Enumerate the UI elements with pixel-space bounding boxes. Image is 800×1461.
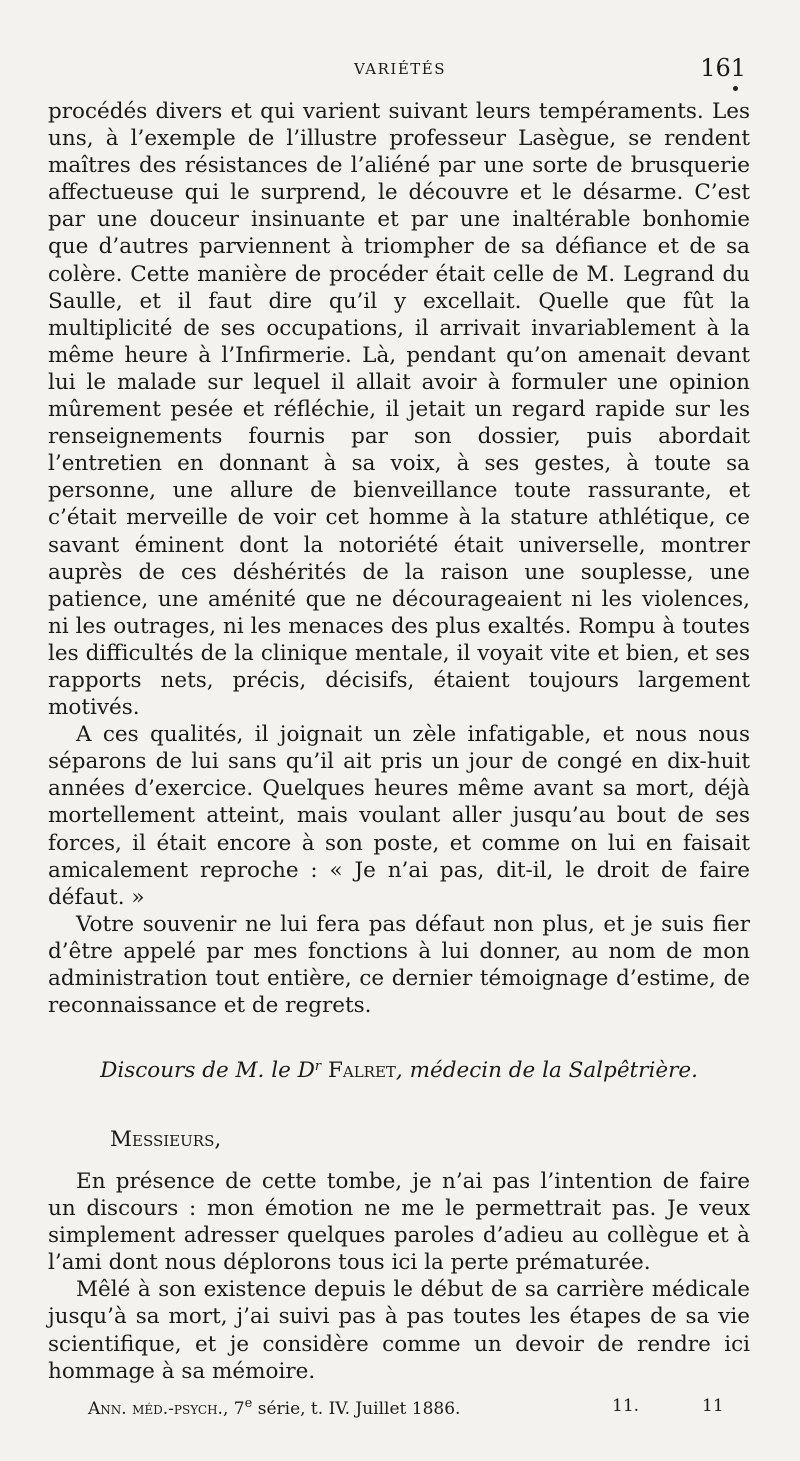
section-heading-prefix: Discours de M. le D xyxy=(100,1058,315,1083)
body-paragraph-1: procédés divers et qui varient suivant leurs tempéraments. Les uns, à l’exemple de l’illustre professeur Lasègue, se rendent maîtres des résistances de l’aliéné par une sorte de brusquerie affectueuse qui le surprend, le découvre et le désarme. C’est par une douceur insinuante et par une inaltérable bonhomie que d’autres parviennent à triompher de sa défiance et de sa colère. Cette manière de procéder était celle de M. Legrand du Saulle, et il faut dire qu’il y excellait. Quelle que fût la multiplicité de ses occupations, il arrivait invariablement à la même heure à l’Infirmerie. Là, pendant qu’on amenait devant lui le malade sur lequel il allait avoir à formuler une opinion mûrement pesée et réfléchie, il jetait un regard rapide sur les renseignements fournis par son dossier, puis abordait l’entretien en donnant à sa voix, à ses gestes, à toute sa personne, une allure de bienveillance toute rassurante, et c’était merveille de voir cet homme à la stature athlétique, ce savant éminent dont la notoriété était universelle, montrer auprès de ces déshérités de la raison une souplesse, une patience, une aménité que ne décourageaient ni les violences, ni les outrages, ni les menaces des plus exaltés. Rompu à toutes les difficultés de la clinique mentale, il voyait vite et bien, et ses rapports nets, précis, décisifs, étaient toujours largement motivés. xyxy=(48,99,750,721)
journal-abbrev: Ann. méd.-psych., xyxy=(88,1399,229,1419)
page-number: 161 xyxy=(700,54,746,82)
section-heading-name: Falret xyxy=(327,1058,396,1083)
page-header xyxy=(48,50,752,84)
speech-paragraph-2: Mêlé à son existence depuis le début de sa carrière médicale jusqu’à sa mort, j’ai suivi pas à pas toutes les étapes de sa vie scientifique, et je considère comme un devoir de rendre ici hommage à sa mémoire. xyxy=(48,1277,750,1384)
body-paragraph-2: A ces qualités, il joignait un zèle infatigable, et nous nous séparons de lui sans qu’il ait pris un jour de congé en dix-huit années d’exercice. Quelques heures même avant sa mort, déjà mortellement atteint, mais voulant aller jusqu’au bout de ses forces, il était encore à son poste, et comme on lui en faisait amicalement reproche : « Je n’ai pas, dit-il, le droit de faire défaut. » xyxy=(48,722,750,910)
section-heading-suffix: , médecin de la Salpêtrière. xyxy=(395,1058,698,1083)
margin-dot-mark xyxy=(733,86,738,91)
speech-salutation: Messieurs, xyxy=(110,1127,222,1152)
journal-series-sup: e xyxy=(244,1396,253,1411)
journal-citation xyxy=(88,1396,460,1419)
speech-text xyxy=(48,1168,750,1385)
speech-paragraph-1: En présence de cette tombe, je n’ai pas l’intention de faire un discours : mon émotion ne me le permettrait pas. Je veux simplement adresser quelques paroles d’adieu au collègue et à l’ami dont nous déplorons tous ici la perte prématurée. xyxy=(48,1169,750,1276)
section-heading-sup: r xyxy=(314,1059,322,1074)
body-text xyxy=(48,98,750,1019)
body-paragraph-3: Votre souvenir ne lui fera pas défaut non plus, et je suis fier d’être appelé par mes fonctions à lui donner, au nom de mon administration tout entière, ce dernier témoignage d’estime, de reconnaissance et de regrets. xyxy=(48,911,750,1019)
section-heading xyxy=(48,1058,750,1083)
signature-mark-a: 11. xyxy=(612,1396,640,1416)
journal-details: série, t. IV. Juillet 1886. xyxy=(252,1399,461,1419)
running-title: VARIÉTÉS xyxy=(353,60,447,78)
journal-series: 7 xyxy=(233,1399,245,1419)
signature-mark-b: 11 xyxy=(702,1396,724,1416)
